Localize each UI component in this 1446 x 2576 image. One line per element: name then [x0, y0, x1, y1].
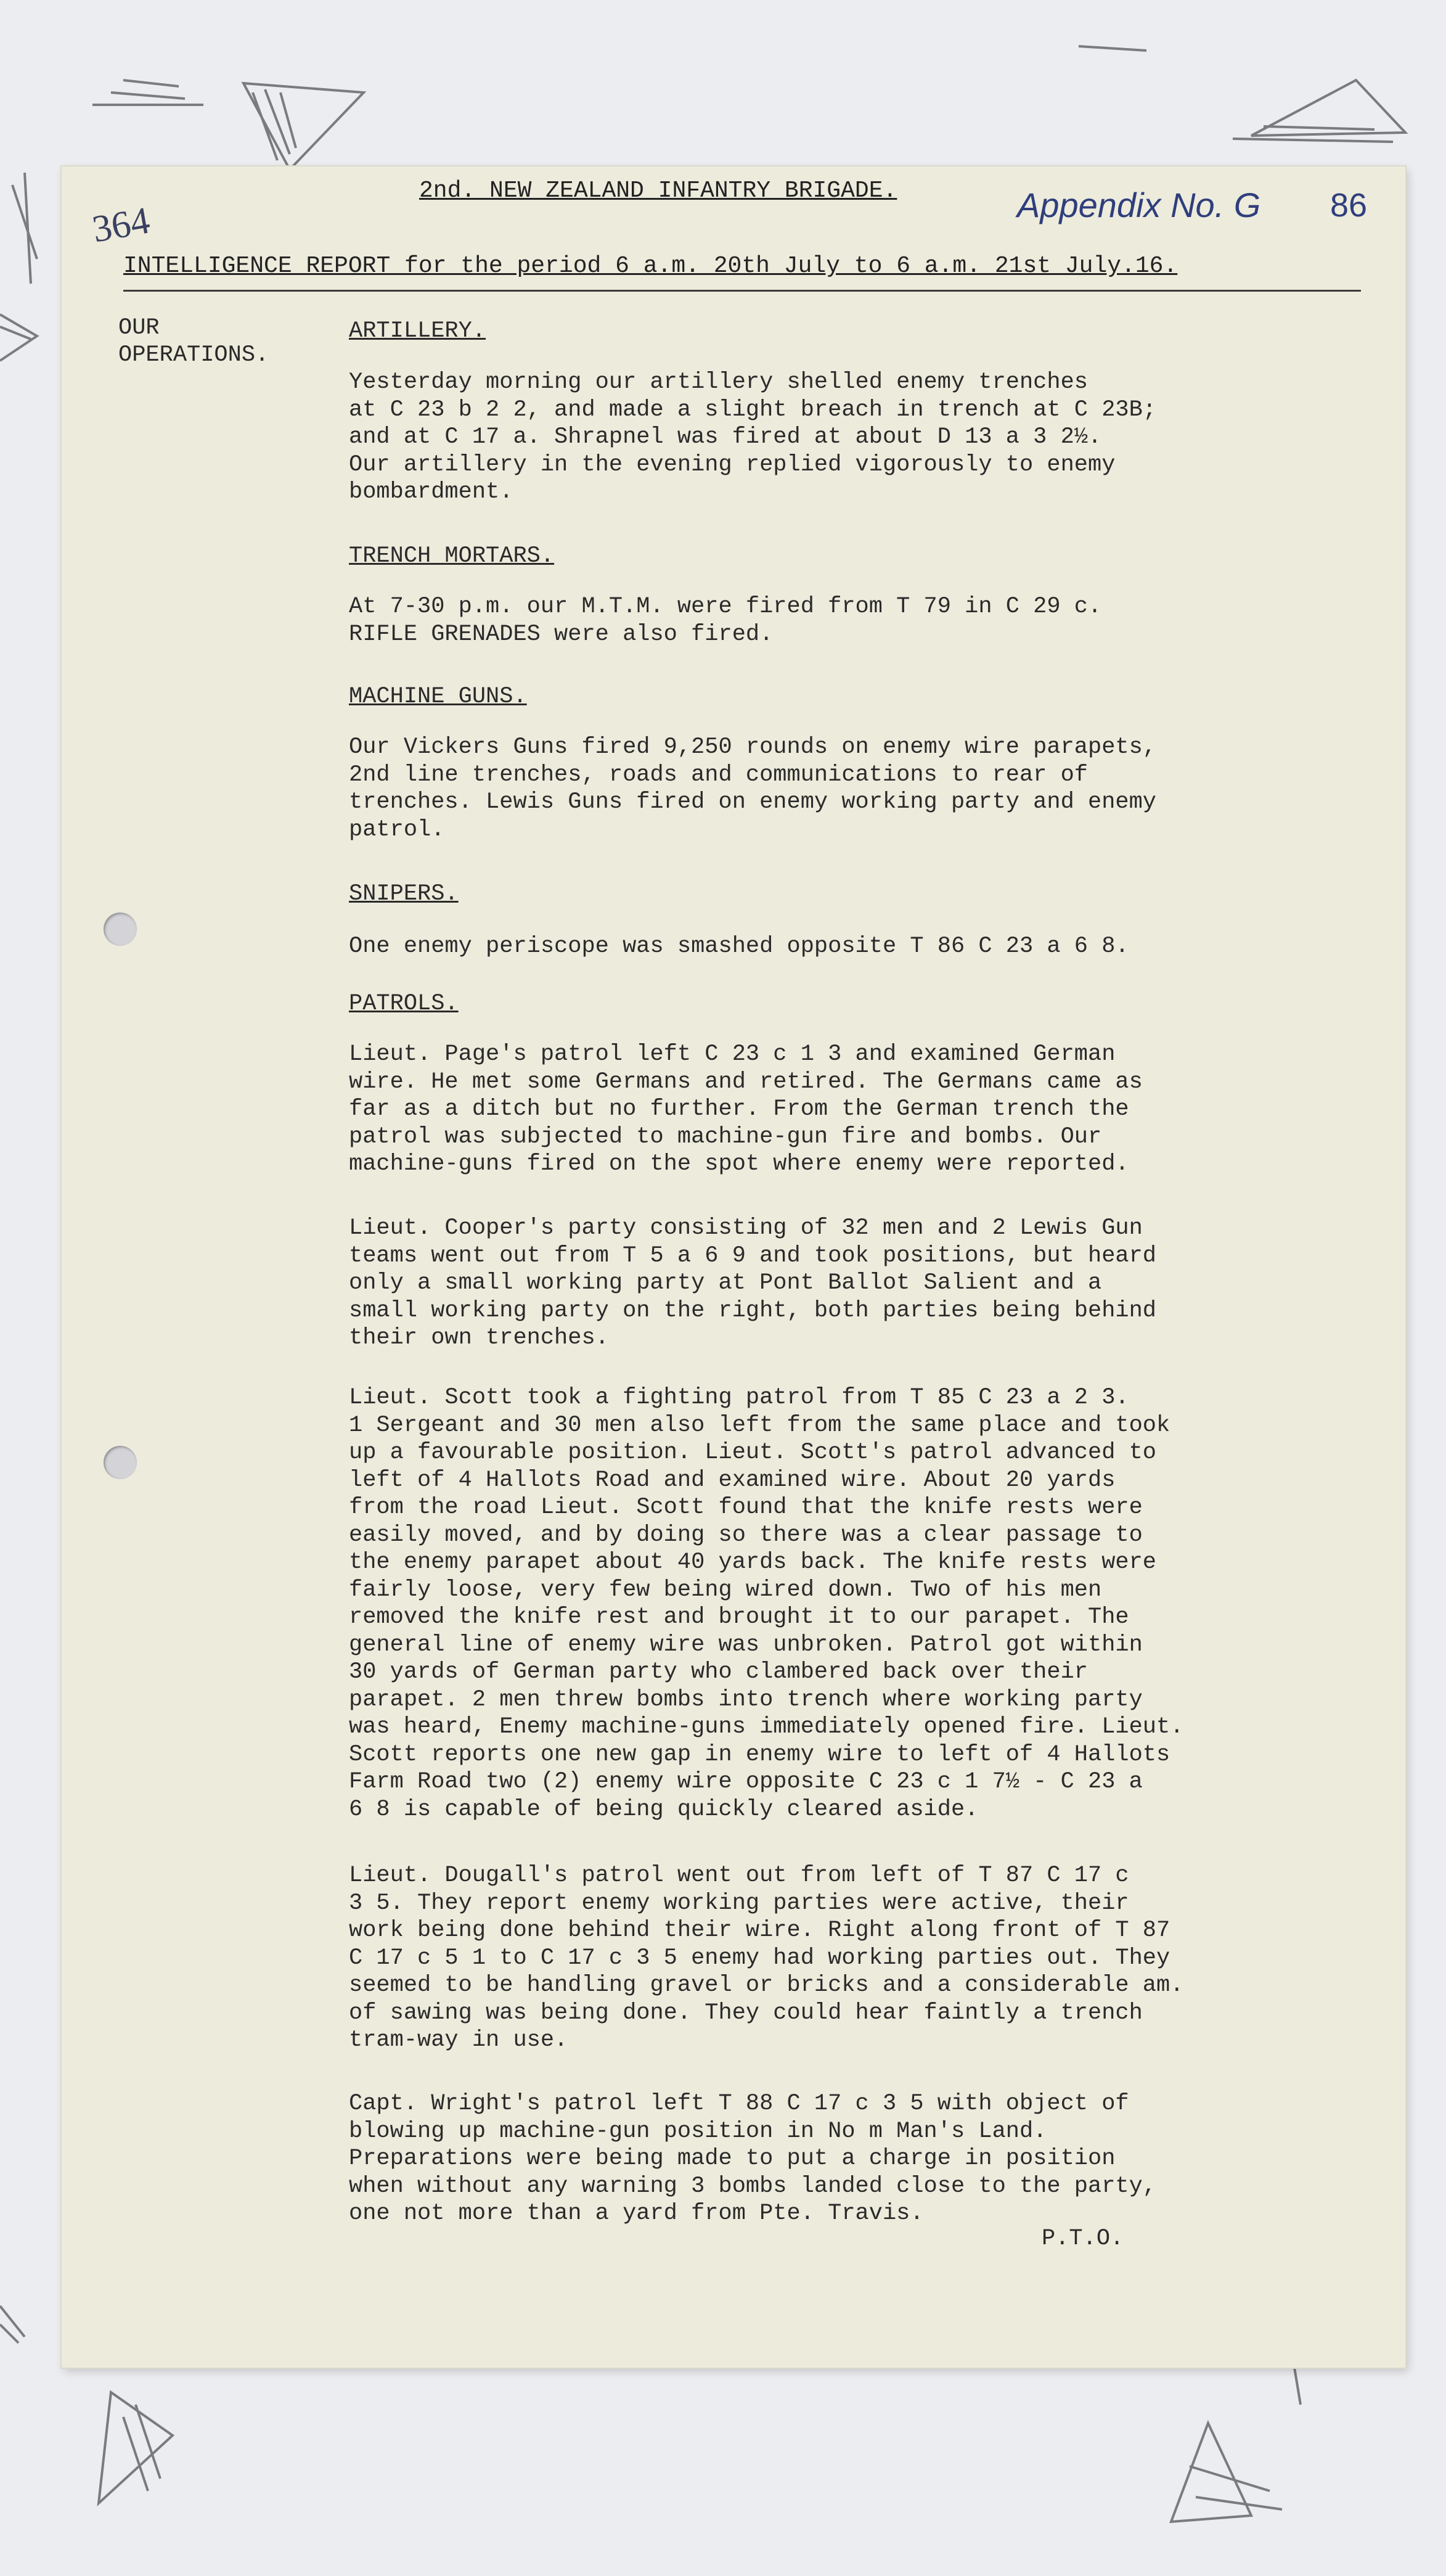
snipers-paragraph: One enemy periscope was smashed opposite T 86 C 23 a 6 8. — [349, 933, 1129, 959]
pto-note: P.T.O. — [1042, 2226, 1124, 2252]
section-heading-patrols: PATROLS. — [349, 991, 459, 1017]
appendix-label: Appendix No. G — [1017, 186, 1261, 224]
side-label-our-operations: OUR OPERATIONS. — [118, 315, 269, 368]
artillery-paragraph: Yesterday morning our artillery shelled enemy trenches at C 23 b 2 2, and made a slight breach in trench at C 23B; and at C 17 a. Shrapnel was fired at about D 13 a 3 2½. Our artillery in the evening replied vigorously to enemy bombardment. — [349, 369, 1157, 505]
brigade-title: 2nd. NEW ZEALAND INFANTRY BRIGADE. — [419, 178, 897, 204]
section-heading-machine-guns: MACHINE GUNS. — [349, 684, 527, 710]
section-heading-artillery: ARTILLERY. — [349, 318, 486, 344]
patrol-paragraph-wright: Capt. Wright's patrol left T 88 C 17 c 3 5 with object of blowing up machine-gun position in No m Man's Land. Preparations were being made to put a charge in position when without any warning 3 bombs landed close to the party, one not more than a yard from Pte. Travis. — [349, 2091, 1157, 2226]
heading-underline — [123, 290, 1361, 292]
patrol-paragraph-scott: Lieut. Scott took a fighting patrol from T 85 C 23 a 2 3. 1 Sergeant and 30 men also left from the same place and took up a favourable position. Lieut. Scott's patrol advanced to left of 4 Hallots Road and examined wire. About 20 yards from the road Lieut. Scott found that the knife rests were easily moved, and by doing so there was a clear passage to the enemy parapet about 40 yards back. The knife rests were fairly loose, very few being wired down. Two of his men removed the knife rest and brought it to our parapet. The general line of enemy wire was unbroken. Patrol got within 30 yards of German party who clambered back over their parapet. 2 men threw bombs into trench where working party was heard, Enemy machine-guns immediately opened fire. Lieut. Scott reports one new gap in enemy wire to left of 4 Hallots Farm Road two (2) enemy wire opposite C 23 c 1 7½ - C 23 a 6 8 is capable of being quickly cleared aside. — [349, 1385, 1184, 1823]
folio-number: 364 — [89, 199, 153, 251]
section-heading-snipers: SNIPERS. — [349, 881, 459, 907]
machine-guns-paragraph: Our Vickers Guns fired 9,250 rounds on enemy wire parapets, 2nd line trenches, roads and communications to rear of trenches. Lewis Guns fired on enemy working party and enemy patrol. — [349, 734, 1157, 843]
punch-hole-top — [104, 913, 137, 946]
trench-mortars-paragraph: At 7-30 p.m. our M.T.M. were fired from T 79 in C 29 c. RIFLE GRENADES were also fired. — [349, 594, 1102, 647]
page-number: 86 — [1330, 187, 1368, 224]
patrol-paragraph-cooper: Lieut. Cooper's party consisting of 32 men and 2 Lewis Gun teams went out from T 5 a 6 9 and took positions, but heard only a small working party at Pont Ballot Salient and a small working party on the right, both parties being behind their own trenches. — [349, 1215, 1157, 1351]
patrol-paragraph-dougall: Lieut. Dougall's patrol went out from left of T 87 C 17 c 3 5. They report enemy working parties were active, their work being done behind their wire. Right along front of T 87 C 17 c 5 1 to C 17 c 3 5 enemy had working parties out. They seemed to be handling gravel or bricks and a considerable am. of sawing was being done. They could hear faintly a trench tram-way in use. — [349, 1863, 1184, 2053]
report-period-heading: INTELLIGENCE REPORT for the period 6 a.m. 20th July to 6 a.m. 21st July.16. — [123, 253, 1178, 279]
punch-hole-bottom — [104, 1446, 137, 1479]
patrol-paragraph-page: Lieut. Page's patrol left C 23 c 1 3 and examined German wire. He met some Germans and retired. The Germans came as far as a ditch but no further. From the German trench the patrol was subjected to machine-gun fire and bombs. Our machine-guns fired on the spot where enemy were reported. — [349, 1041, 1143, 1177]
section-heading-trench-mortars: TRENCH MORTARS. — [349, 543, 555, 569]
